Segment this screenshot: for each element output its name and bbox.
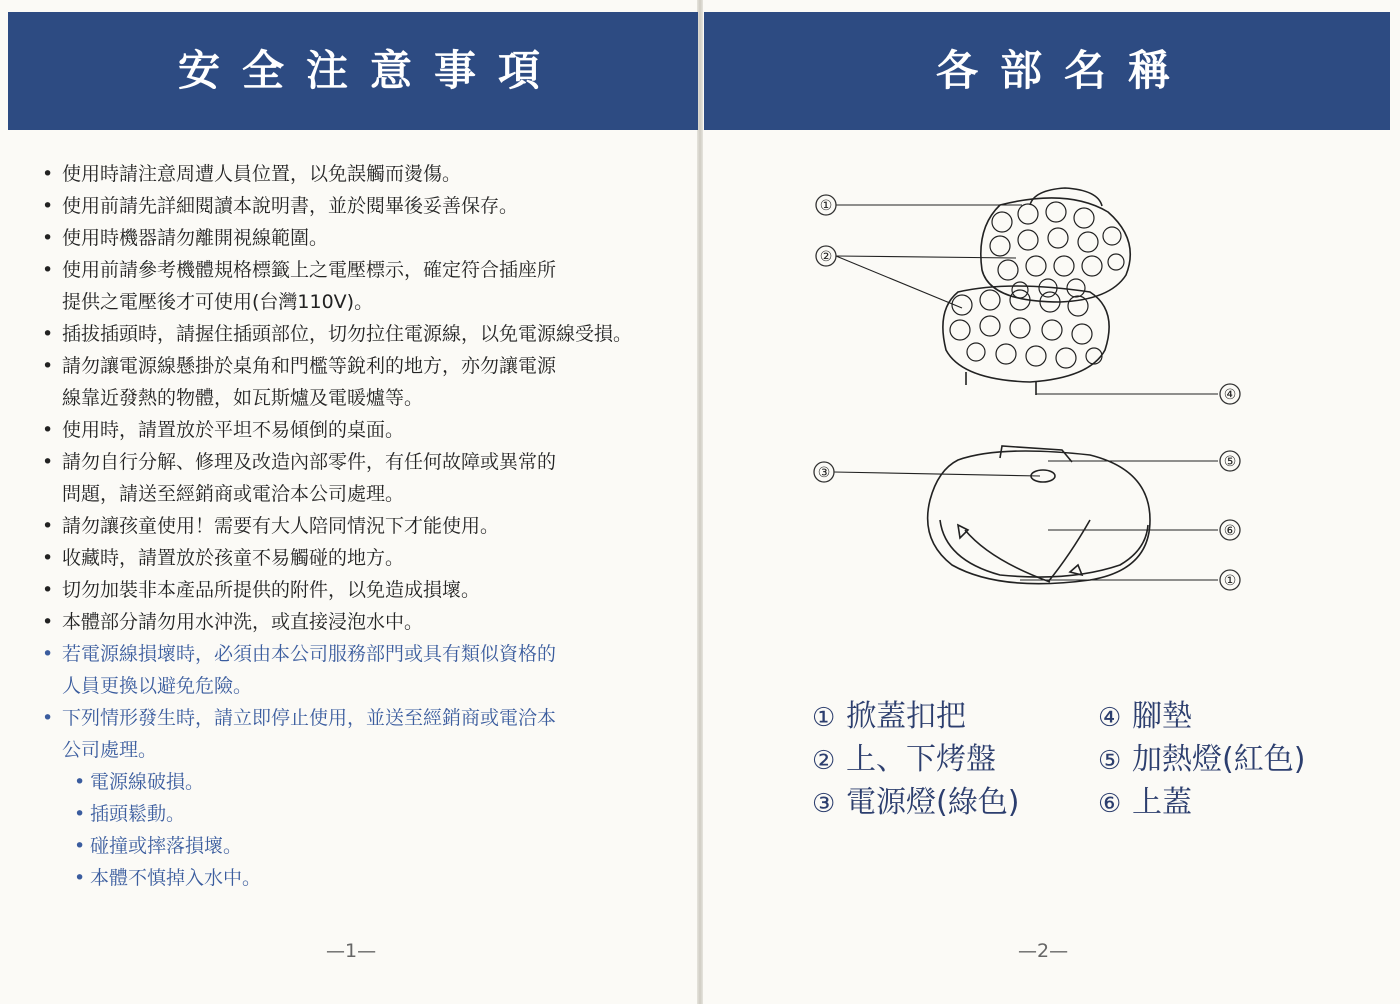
bullet-icon: •	[42, 707, 54, 729]
legend-item	[812, 739, 1019, 782]
safety-rule-line: 人員更換以避免危險。	[62, 675, 253, 697]
safety-rule-text: 請勿自行分解、修理及改造內部零件，有任何故障或異常的	[62, 451, 557, 473]
callout-label: ⑥	[1223, 523, 1237, 539]
bullet-icon: •	[74, 803, 86, 825]
stop-use-condition-text: 插頭鬆動。	[90, 803, 186, 825]
bullet-icon: •	[42, 419, 54, 441]
top-plate-handle	[1030, 188, 1102, 206]
safety-rule-line: 公司處理。	[62, 739, 158, 761]
safety-rule-text: 請勿讓電源線懸掛於桌角和門檻等銳利的地方，亦勿讓電源	[62, 355, 557, 377]
bullet-icon: •	[42, 611, 54, 633]
legend-number: ③	[812, 789, 836, 819]
safety-rule-line: 提供之電壓後才可使用(台灣110V)。	[62, 291, 374, 313]
bullet-icon: •	[42, 227, 54, 249]
left-page-title: 安全注意事項	[178, 46, 563, 95]
legend-number: ⑥	[1098, 789, 1122, 819]
closed-unit-lid-seam	[940, 520, 1148, 577]
safety-rule-text: 使用前請先詳細閱讀本說明書，並於閱畢後妥善保存。	[62, 195, 519, 217]
legend-label: 上、下烤盤	[846, 742, 996, 777]
legend-item	[812, 696, 1019, 739]
legend-label: 加熱燈(紅色)	[1132, 742, 1306, 777]
bullet-icon: •	[42, 643, 54, 665]
safety-rule-line: 線靠近發熱的物體，如瓦斯爐及電暖爐等。	[62, 387, 424, 409]
legend-label: 電源燈(綠色)	[846, 785, 1020, 820]
legend-item	[1098, 782, 1305, 825]
page-number-left: —1—	[326, 940, 377, 962]
bullet-icon: •	[42, 355, 54, 377]
legend-number: ②	[812, 746, 836, 776]
legend-label: 上蓋	[1132, 785, 1192, 820]
bullet-icon: •	[42, 195, 54, 217]
legend-column-1	[812, 696, 1019, 825]
bullet-icon: •	[74, 771, 86, 793]
callout-label: ⑤	[1223, 454, 1237, 470]
callout-label: ①	[1223, 573, 1237, 589]
bullet-icon: •	[42, 547, 54, 569]
bullet-icon: •	[74, 867, 86, 889]
safety-rule-text: 使用時請注意周遭人員位置，以免誤觸而燙傷。	[62, 163, 462, 185]
bottom-plate-outline	[943, 286, 1109, 382]
safety-rule-text: 使用時機器請勿離開視線範圍。	[62, 227, 329, 249]
legend-number: ④	[1098, 703, 1122, 733]
bullet-icon: •	[42, 579, 54, 601]
safety-rule-line: 問題，請送至經銷商或電洽本公司處理。	[62, 483, 405, 505]
callout-label: ②	[819, 249, 833, 265]
safety-rule-text: 下列情形發生時，請立即停止使用，並送至經銷商或電洽本	[62, 707, 557, 729]
safety-rule-text: 切勿加裝非本產品所提供的附件，以免造成損壞。	[62, 579, 481, 601]
safety-rule-text: 使用前請參考機體規格標籤上之電壓標示，確定符合插座所	[62, 259, 557, 281]
legend-item	[1098, 739, 1305, 782]
bullet-icon: •	[42, 515, 54, 537]
stop-use-condition-text: 碰撞或摔落損壞。	[90, 835, 243, 857]
legend-number: ①	[812, 703, 836, 733]
callout-label: ③	[817, 465, 831, 481]
legend-column-2	[1098, 696, 1305, 825]
safety-rule-text: 收藏時，請置放於孩童不易觸碰的地方。	[62, 547, 405, 569]
safety-rule-text: 本體部分請勿用水沖洗，或直接浸泡水中。	[62, 611, 424, 633]
callout-label: ④	[1223, 387, 1237, 403]
legend-label: 掀蓋扣把	[846, 699, 966, 734]
page-number-right: —2—	[1018, 940, 1069, 962]
bullet-icon: •	[42, 451, 54, 473]
safety-rule-text: 使用時，請置放於平坦不易傾倒的桌面。	[62, 419, 405, 441]
stop-use-condition-text: 本體不慎掉入水中。	[90, 867, 262, 889]
bullet-icon: •	[42, 259, 54, 281]
safety-rule-text: 請勿讓孩童使用！需要有大人陪同情況下才能使用。	[62, 515, 500, 537]
safety-rule-text: 若電源線損壞時，必須由本公司服務部門或具有類似資格的	[62, 643, 557, 665]
safety-rule-text: 插拔插頭時，請握住插頭部位，切勿拉住電源線，以免電源線受損。	[62, 323, 633, 345]
right-page-title: 各部名稱	[936, 46, 1193, 95]
stop-use-condition-text: 電源線破損。	[90, 771, 205, 793]
bullet-icon: •	[74, 835, 86, 857]
callout-label: ①	[819, 198, 833, 214]
legend-number: ⑤	[1098, 746, 1122, 776]
legend-item	[1098, 696, 1305, 739]
bullet-icon: •	[42, 323, 54, 345]
bullet-icon: •	[42, 163, 54, 185]
legend-item	[812, 782, 1019, 825]
legend-label: 腳墊	[1132, 699, 1192, 734]
